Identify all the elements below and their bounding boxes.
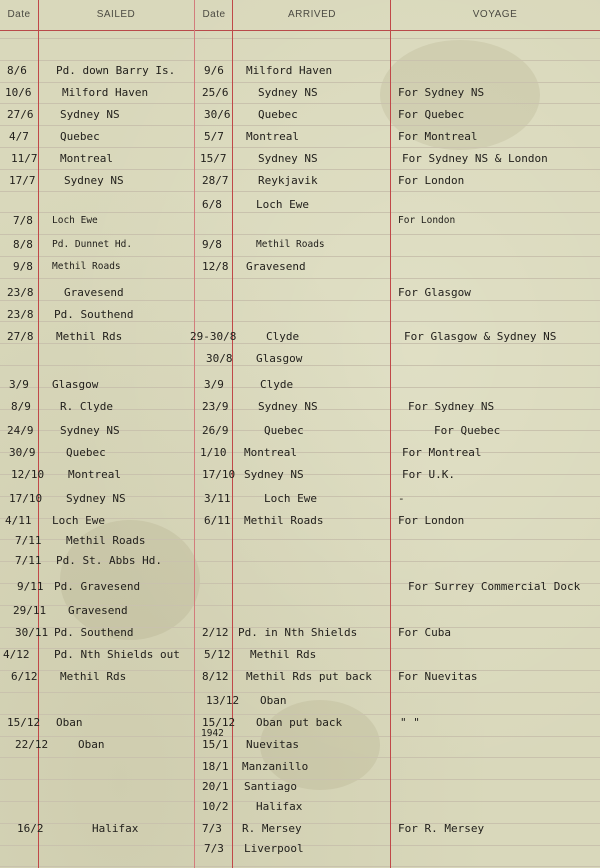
- sailed-date: 8/6: [7, 64, 27, 77]
- sailed-place: Gravesend: [68, 604, 128, 617]
- year-note: 1942: [201, 728, 224, 739]
- sailed-date: 24/9: [7, 424, 34, 437]
- arrived-place: Clyde: [266, 330, 300, 343]
- header-date-sailed: Date: [7, 9, 31, 20]
- arrived-date: 28/7: [202, 174, 229, 187]
- sailed-place: Sydney NS: [60, 108, 120, 121]
- voyage-note: " ": [400, 716, 420, 729]
- arrived-place: Gravesend: [246, 260, 306, 273]
- sailed-place: Pd. Nth Shields out: [54, 648, 180, 661]
- ruled-line: [0, 82, 600, 83]
- arrived-date: 8/12: [202, 670, 229, 683]
- arrived-place: Sydney NS: [258, 86, 318, 99]
- arrived-place: Clyde: [260, 378, 294, 391]
- ruled-line: [0, 365, 600, 366]
- voyage-note: -: [398, 492, 405, 505]
- sailed-place: Methil Rds: [60, 670, 127, 683]
- arrived-date: 30/6: [204, 108, 231, 121]
- voyage-note: For Sydney NS & London: [402, 152, 548, 165]
- arrived-place: Nuevitas: [246, 738, 299, 751]
- voyage-note: For R. Mersey: [398, 822, 485, 835]
- arrived-place: Sydney NS: [244, 468, 304, 481]
- sailed-place: Milford Haven: [62, 86, 149, 99]
- arrived-place: Loch Ewe: [264, 492, 317, 505]
- sailed-date: 10/6: [5, 86, 32, 99]
- ruled-line: [0, 60, 600, 61]
- sailed-place: R. Clyde: [60, 400, 113, 413]
- arrived-place: Manzanillo: [242, 760, 309, 773]
- arrived-place: Sydney NS: [258, 152, 318, 165]
- arrived-place: Liverpool: [244, 842, 304, 855]
- ruled-line: [0, 321, 600, 322]
- ruled-line: [0, 278, 600, 279]
- arrived-place: Quebec: [264, 424, 304, 437]
- sailed-date: 9/8: [13, 260, 33, 273]
- sailed-date: 15/12: [7, 716, 41, 729]
- arrived-place: Glasgow: [256, 352, 303, 365]
- header-arrived: ARRIVED: [288, 9, 336, 20]
- voyage-note: For Cuba: [398, 626, 451, 639]
- arrived-date: 7/3: [204, 842, 224, 855]
- sailed-date: 7/11: [15, 534, 42, 547]
- arrived-place: R. Mersey: [242, 822, 302, 835]
- arrived-date: 3/11: [204, 492, 231, 505]
- column-rule: [232, 0, 233, 868]
- sailed-place: Pd. Southend: [54, 626, 134, 639]
- arrived-date: 9/6: [204, 64, 224, 77]
- ruled-line: [0, 103, 600, 104]
- voyage-note: For Sydney NS: [408, 400, 495, 413]
- arrived-date: 23/9: [202, 400, 229, 413]
- arrived-date: 30/8: [206, 352, 233, 365]
- arrived-place: Methil Rds put back: [246, 670, 372, 683]
- ruled-line: [0, 300, 600, 301]
- arrived-place: Reykjavik: [258, 174, 318, 187]
- ruled-line: [0, 234, 600, 235]
- sailed-place: Halifax: [92, 822, 139, 835]
- arrived-date: 12/8: [202, 260, 229, 273]
- header-rule: [0, 30, 600, 31]
- arrived-place: Milford Haven: [246, 64, 333, 77]
- ruled-line: [0, 343, 600, 344]
- sailed-date: 30/9: [9, 446, 36, 459]
- sailed-date: 8/8: [13, 238, 33, 251]
- arrived-date: 7/3: [202, 822, 222, 835]
- sailed-date: 17/10: [9, 492, 43, 505]
- voyage-note: For Quebec: [434, 424, 501, 437]
- arrived-date: 2/12: [202, 626, 229, 639]
- sailed-date: 4/12: [3, 648, 30, 661]
- arrived-place: Quebec: [258, 108, 298, 121]
- arrived-date: 15/12: [202, 716, 236, 729]
- sailed-place: Pd. Dunnet Hd.: [52, 239, 133, 250]
- sailed-place: Montreal: [60, 152, 113, 165]
- sailed-date: 23/8: [7, 286, 34, 299]
- voyage-note: For Montreal: [398, 130, 478, 143]
- sailed-date: 17/7: [9, 174, 36, 187]
- sailed-place: Quebec: [60, 130, 100, 143]
- voyage-note: For Montreal: [402, 446, 482, 459]
- arrived-place: Methil Roads: [244, 514, 324, 527]
- sailed-place: Pd. Southend: [54, 308, 134, 321]
- arrived-date: 6/11: [204, 514, 231, 527]
- ruled-line: [0, 212, 600, 213]
- voyage-note: For Quebec: [398, 108, 465, 121]
- ruled-line: [0, 38, 600, 39]
- arrived-place: Oban: [260, 694, 287, 707]
- header-voyage: VOYAGE: [472, 9, 518, 20]
- arrived-date: 1/10: [200, 446, 227, 459]
- ruled-line: [0, 147, 600, 148]
- ruled-line: [0, 779, 600, 780]
- sailed-date: 30/11: [15, 626, 49, 639]
- sailed-place: Methil Roads: [66, 534, 146, 547]
- arrived-place: Loch Ewe: [256, 198, 309, 211]
- voyage-note: For U.K.: [402, 468, 455, 481]
- arrived-place: Montreal: [244, 446, 297, 459]
- ruled-line: [0, 191, 600, 192]
- sailed-place: Oban: [78, 738, 105, 751]
- sailed-place: Pd. St. Abbs Hd.: [56, 554, 162, 567]
- sailed-place: Loch Ewe: [52, 215, 98, 226]
- sailed-place: Montreal: [68, 468, 121, 481]
- sailed-place: Pd. down Barry Is.: [56, 64, 176, 77]
- arrived-place: Sydney NS: [258, 400, 318, 413]
- sailed-place: Gravesend: [64, 286, 124, 299]
- voyage-note: For London: [398, 174, 465, 187]
- arrived-place: Montreal: [246, 130, 299, 143]
- voyage-note: For Glasgow & Sydney NS: [404, 330, 557, 343]
- arrived-date: 15/7: [200, 152, 227, 165]
- arrived-place: Methil Roads: [256, 239, 325, 250]
- sailed-date: 7/11: [15, 554, 42, 567]
- sailed-place: Methil Roads: [52, 261, 121, 272]
- sailed-place: Quebec: [66, 446, 106, 459]
- sailed-date: 27/6: [7, 108, 34, 121]
- arrived-date: 6/8: [202, 198, 222, 211]
- sailed-date: 29/11: [13, 604, 47, 617]
- arrived-date: 26/9: [202, 424, 229, 437]
- arrived-date: 5/12: [204, 648, 231, 661]
- ruled-line: [0, 692, 600, 693]
- sailed-date: 9/11: [17, 580, 44, 593]
- arrived-date: 5/7: [204, 130, 224, 143]
- arrived-place: Pd. in Nth Shields: [238, 626, 358, 639]
- arrived-place: Oban put back: [256, 716, 343, 729]
- sailed-date: 16/2: [17, 822, 44, 835]
- sailed-date: 12/10: [11, 468, 45, 481]
- sailed-date: 27/8: [7, 330, 34, 343]
- sailed-place: Pd. Gravesend: [54, 580, 141, 593]
- column-rule: [390, 0, 391, 868]
- arrived-date: 25/6: [202, 86, 229, 99]
- arrived-date: 17/10: [202, 468, 236, 481]
- sailed-place: Glasgow: [52, 378, 99, 391]
- ruled-line: [0, 169, 600, 170]
- sailed-place: Oban: [56, 716, 83, 729]
- voyage-note: For Sydney NS: [398, 86, 485, 99]
- sailed-date: 23/8: [7, 308, 34, 321]
- arrived-place: Halifax: [256, 800, 303, 813]
- sailed-date: 6/12: [11, 670, 38, 683]
- sailed-date: 8/9: [11, 400, 31, 413]
- column-rule: [194, 0, 195, 868]
- arrived-date: 3/9: [204, 378, 224, 391]
- voyage-note: For London: [398, 215, 456, 226]
- ruled-line: [0, 736, 600, 737]
- sailed-date: 22/12: [15, 738, 49, 751]
- header-sailed: SAILED: [96, 9, 136, 20]
- sailed-date: 7/8: [13, 214, 33, 227]
- arrived-date: 29-30/8: [190, 330, 237, 343]
- sailed-date: 3/9: [9, 378, 29, 391]
- ruled-line: [0, 256, 600, 257]
- sailed-place: Loch Ewe: [52, 514, 105, 527]
- sailed-place: Sydney NS: [66, 492, 126, 505]
- ruled-line: [0, 866, 600, 867]
- sailed-date: 11/7: [11, 152, 38, 165]
- sailed-place: Sydney NS: [60, 424, 120, 437]
- arrived-date: 13/12: [206, 694, 240, 707]
- arrived-date: 15/1: [202, 738, 229, 751]
- arrived-date: 18/1: [202, 760, 229, 773]
- arrived-date: 10/2: [202, 800, 229, 813]
- arrived-place: Methil Rds: [250, 648, 317, 661]
- arrived-place: Santiago: [244, 780, 297, 793]
- sailed-place: Methil Rds: [56, 330, 123, 343]
- voyage-note: For Nuevitas: [398, 670, 478, 683]
- header-date-arrived: Date: [202, 9, 226, 20]
- ruled-line: [0, 125, 600, 126]
- sailed-date: 4/7: [9, 130, 29, 143]
- sailed-date: 4/11: [5, 514, 32, 527]
- ruled-line: [0, 757, 600, 758]
- arrived-date: 20/1: [202, 780, 229, 793]
- sailed-place: Sydney NS: [64, 174, 124, 187]
- voyage-note: For Glasgow: [398, 286, 471, 299]
- ruled-line: [0, 714, 600, 715]
- voyage-note: For London: [398, 514, 465, 527]
- arrived-date: 9/8: [202, 238, 222, 251]
- voyage-note: For Surrey Commercial Dock: [408, 580, 581, 593]
